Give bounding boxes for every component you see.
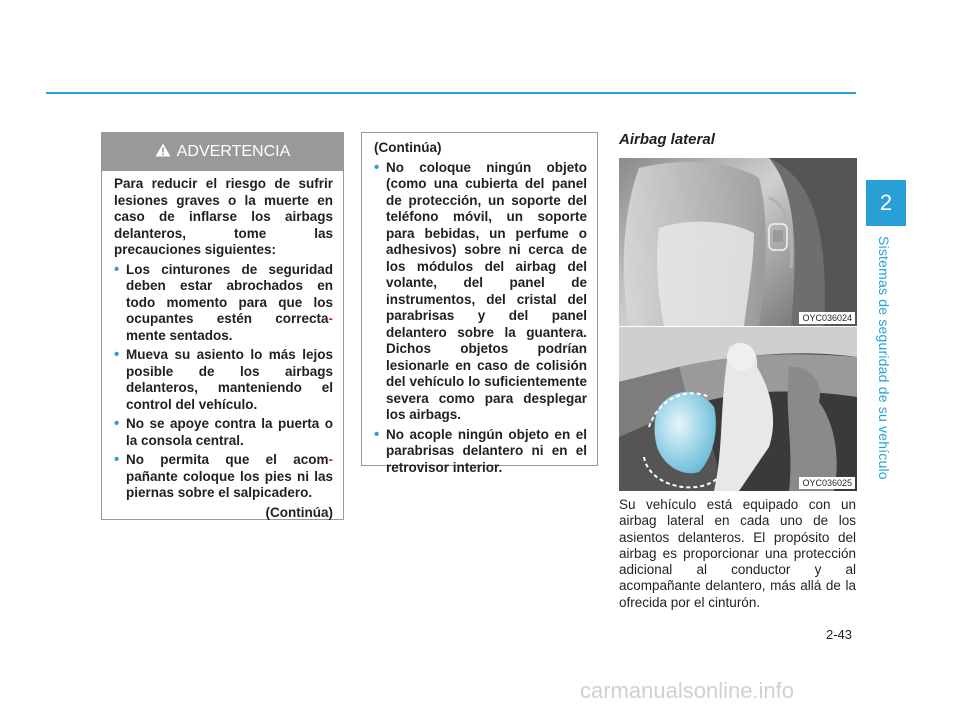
- warning-item: • Los cinturones de seguridad deben estar abrochados en todo momento para que los ocupantes estén correcta- mente sentados.: [114, 262, 333, 345]
- continued-item: • No coloque ningún objeto (como una cubierta del panel de protección, un soporte del teléfono móvil, un soporte para bebidas, un perfume o adhesivos) sobre ni cerca de los módulos del airbag del volante, del panel de instrumentos, del cristal del parabrisas y del panel delantero sobre la guantera. Dichos objetos podrían lesionarle en caso de colisión del vehículo lo suficientemente severa como para desplegar los airbags.: [374, 160, 587, 424]
- warning-list: [114, 262, 333, 502]
- section-title: Airbag lateral: [619, 131, 715, 148]
- page-number: 2-43: [826, 627, 853, 642]
- warning-body: [114, 176, 333, 521]
- airbag-deployment-figure: [619, 327, 857, 491]
- chapter-title-vertical: [868, 236, 900, 486]
- continued-item: • No acople ningún objeto en el parabrisas delantero ni en el retrovisor interior.: [374, 427, 587, 477]
- figure-code: OYC036024: [799, 312, 855, 324]
- warning-box: [101, 132, 344, 520]
- figure-code: OYC036025: [799, 477, 855, 489]
- continued-header: (Continúa): [374, 140, 442, 155]
- seat-illustration: [619, 158, 857, 326]
- seat-airbag-figure: [619, 158, 857, 326]
- warning-item: • No permita que el acom- pañante coloque los pies ni las piernas sobre el salpicadero.: [114, 452, 333, 502]
- warning-header: [102, 133, 343, 171]
- continued-body: [374, 140, 587, 479]
- continued-warning-box: [361, 132, 598, 475]
- warning-item: • No se apoye contra la puerta o la consola central.: [114, 416, 333, 449]
- top-rule: [46, 92, 856, 94]
- warning-triangle-icon: [155, 143, 171, 157]
- warning-header-label: ADVERTENCIA: [176, 143, 291, 160]
- warning-intro: Para reducir el riesgo de sufrir lesiones graves o la muerte en caso de inflarse los airbags delanteros, tome las precauciones siguientes:: [114, 176, 333, 257]
- chapter-number: 2: [879, 190, 893, 215]
- continued-list: [374, 160, 587, 477]
- chapter-tab: [866, 180, 906, 226]
- warning-item: • Mueva su asiento lo más lejos posible de los airbags delanteros, manteniendo el control del vehículo.: [114, 347, 333, 413]
- continues-label: (Continúa): [265, 504, 333, 520]
- airbag-description: Su vehículo está equipado con un airbag lateral en cada uno de los asientos delanteros. El propósito del airbag es proporcionar una protección adicional al conductor y al acompañante delantero, más allá de la ofrecida por el cinturón.: [619, 497, 856, 610]
- chapter-title: Sistemas de seguridad de su vehículo: [876, 236, 892, 480]
- airbag-illustration: [619, 327, 857, 491]
- watermark: carmanualsonline.info: [580, 678, 795, 703]
